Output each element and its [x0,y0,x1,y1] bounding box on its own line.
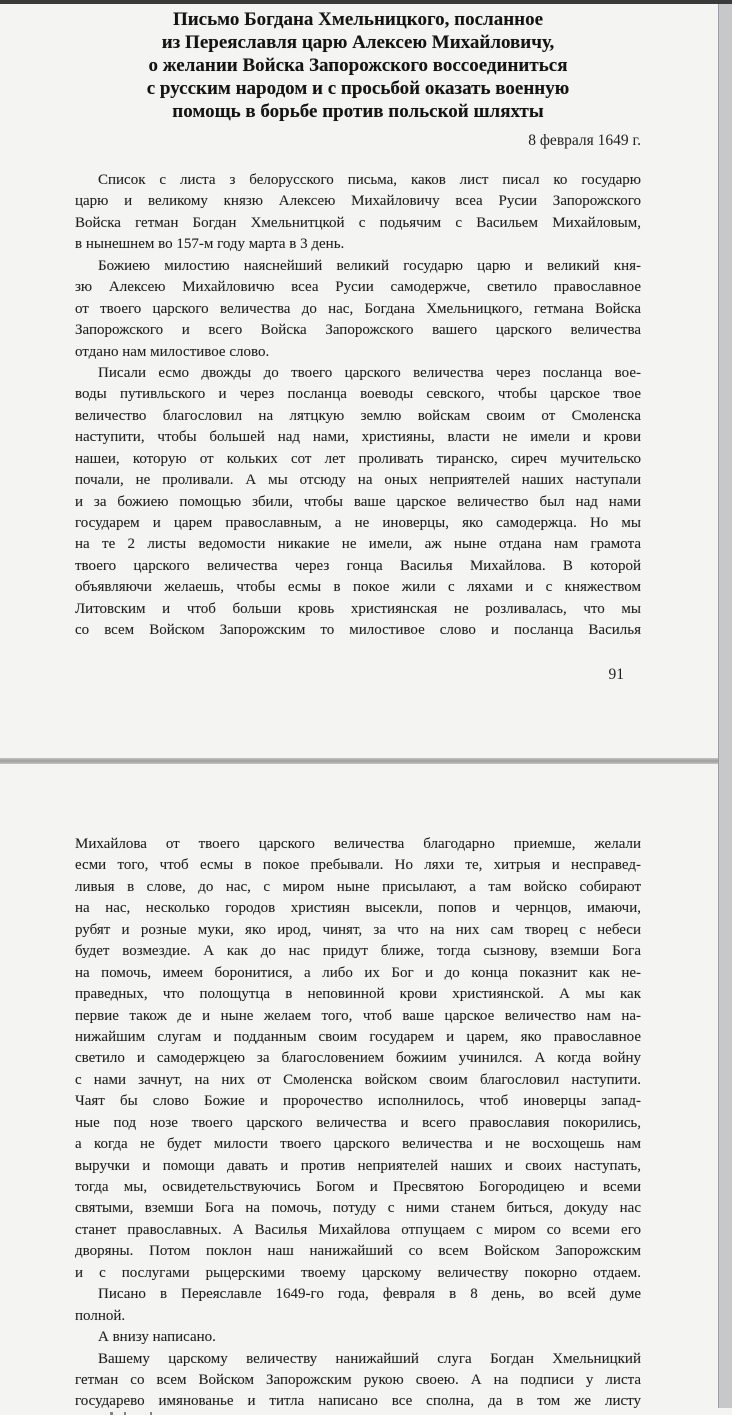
document-date: 8 февраля 1649 г. [528,132,641,149]
text-line: нашеи, которую от кольких сот лет проливать тиранско, сиреч мучительско [75,450,641,467]
text-line: воды путивльского и через посланца воеводы севского, чтобы царское твое [75,386,641,403]
text-line: будет возмездие. А как до нас придут ближе, тогда сызнову, вземши Бога [75,943,641,960]
text-line: дворяны. Потом поклон наш нанижайший со всем Войском Запорожским [75,1243,641,1260]
page-1-body [75,170,641,642]
paragraph [75,1327,641,1348]
text-line: со всем Войском Запорожским то милостивое слово и посланца Василья [75,622,641,639]
scan-edge-strip [718,4,732,1408]
text-line: Божиею милостию наяснейший великий государю царю и великий кня- [98,257,641,274]
text-line: нижайшим слугам и подданным своим государем и царем, яко православное [75,1028,641,1045]
text-line: величество благословил на лятцкую землю войскам своим от Смоленска [75,407,641,424]
text-line: на те 2 листы ведомости никакие не имели, аж ныне отдана нам грамота [75,536,641,553]
text-line: Запорожского и всего Войска Запорожского вашего царского величества [75,322,641,339]
text-line: рубят и розные муки, яко ирод, чинят, за что на них сам творец с небеси [75,921,641,938]
paragraph [75,363,641,642]
text-line: наступити, чтобы большей над нами, християны, власти не имели и крови [75,429,641,446]
text-line: А внизу написано. [98,1329,216,1346]
text-line: государево имянованье и титла написано все сполна, да в том же листу [75,1393,641,1410]
text-line: Вашему царскому величеству нанижайший слуга Богдан Хмельницкий [98,1350,641,1367]
title-line: Письмо Богдана Хмельницкого, посланное [172,9,544,30]
text-line: Писано в Переяславле 1649-го года, февраля в 8 день, во всей думе [98,1286,641,1303]
text-line: ные под нозе твоего царского величества и всего православия покорились, [75,1114,641,1131]
text-line: и за божиею помощью збили, чтобы ваше царское величество был над нами [75,493,641,510]
text-line: и с послугами рыцерскими твоему царскому величеству покорно отдаем. [75,1264,641,1281]
text-line: царю и великому князю Алексею Михайловичу всеа Русии Запорожского [75,193,641,210]
text-line: объявляючи желаешь, чтобы есмы в покое жили с ляхами и с княжеством [75,579,641,596]
text-line: первие також де и ныне желаем того, чтоб ваше царское величество нам на- [75,1007,641,1024]
text-line: Литовским и чтоб больши кровь християнская не розливалась, что мы [75,600,641,617]
page-number: 91 [608,666,624,683]
paragraph [75,834,641,1284]
text-line: станет православных. А Василья Михайлова отпущаем с миром со всеми его [75,1221,641,1238]
text-line: отдано нам милостивое слово. [75,343,270,360]
text-line: на нас, несколько городов християн высекли, попов и чернцов, имаючи, [75,900,641,917]
text-line: есми того, чтоб есмы в покое пребывали. Но ляхи те, хитрыя и несправед- [75,857,641,874]
paragraph [75,170,641,256]
text-line: в нынешнем во 157-м году марта в 3 день. [75,236,345,253]
text-line: с нами зачнут, на них от Смоленска войском своим благословил наступити. [75,1071,641,1088]
text-line: Чаят бы слово Божие и пророчество исполнилось, чтоб иноверцы запад- [75,1093,641,1110]
text-line: тогда мы, освидетельствуючись Богом и Пресвятою Богородицею и всеми [75,1179,641,1195]
text-line: от твоего царского величества до нас, Богдана Хмельницкого, гетмана Войска [75,300,641,317]
text-line: почали, не проливали. А мы отсюду на оных неприятелей наших наступали [75,472,641,489]
page-2-body [75,834,641,1413]
text-line: гетман со всем Войском Запорожским рукою своею. А на подписи у листа [75,1371,641,1388]
title-line: из Переяславля царю Алексею Михайловичу, [161,32,555,53]
text-line: Михайлова от твоего царского величества благодарно приемше, желали [75,836,641,852]
text-line: на помочь, имеем боронитися, а либо их Бог и до конца показнит как не- [75,964,641,981]
page-2 [0,764,719,1415]
text-line: Войска гетман Богдан Хмельнитцкой с подьячим с Васильем Михайловым, [75,214,641,231]
paragraph [75,1349,641,1413]
text-line: светило и самодержцею за благословением божиим учинился. А когда войну [75,1050,641,1067]
text-line: ливыя в слове, до нас, с миром ныне присылают, а там войско собирают [75,878,641,895]
text-line: твоего царского величества через гонца Василья Михайлова. В которой [75,557,641,574]
paragraph [75,256,641,363]
text-line: зю Алексею Михайловичю всеа Русии самодержче, светило православное [75,279,641,296]
text-line: выручки и помощи давать и против неприятелей наших и своих наступать, [75,1157,641,1174]
text-line: Писали есмо двожды до твоего царского величества через посланца вое- [98,364,641,381]
title-line: помощь в борьбе против польской шляхты [172,101,544,122]
text-line: государем и царем православным, а не иноверцы, яко самодержца. Но мы [75,515,641,531]
title-line: с русским народом и с просьбой оказать военную [146,78,570,99]
paragraph [75,1284,641,1327]
text-line: Список с листа з белорусского письма, каков лист писал ко государю [98,172,641,188]
text-line: полной. [75,1307,126,1324]
document-title [75,8,641,123]
text-line: святыми, вземши Бога на помочь, потуду с ними станем биться, докуду нас [75,1200,641,1217]
text-line: праведных, что полощутца в неповинной крови християнской. А мы как [75,986,641,1003]
page-1 [0,4,719,758]
title-line: о желании Войска Запорожского воссоединиться [148,55,568,76]
text-line: а когда не будет милости твоего царского величества и не восхощешь нам [75,1136,641,1153]
